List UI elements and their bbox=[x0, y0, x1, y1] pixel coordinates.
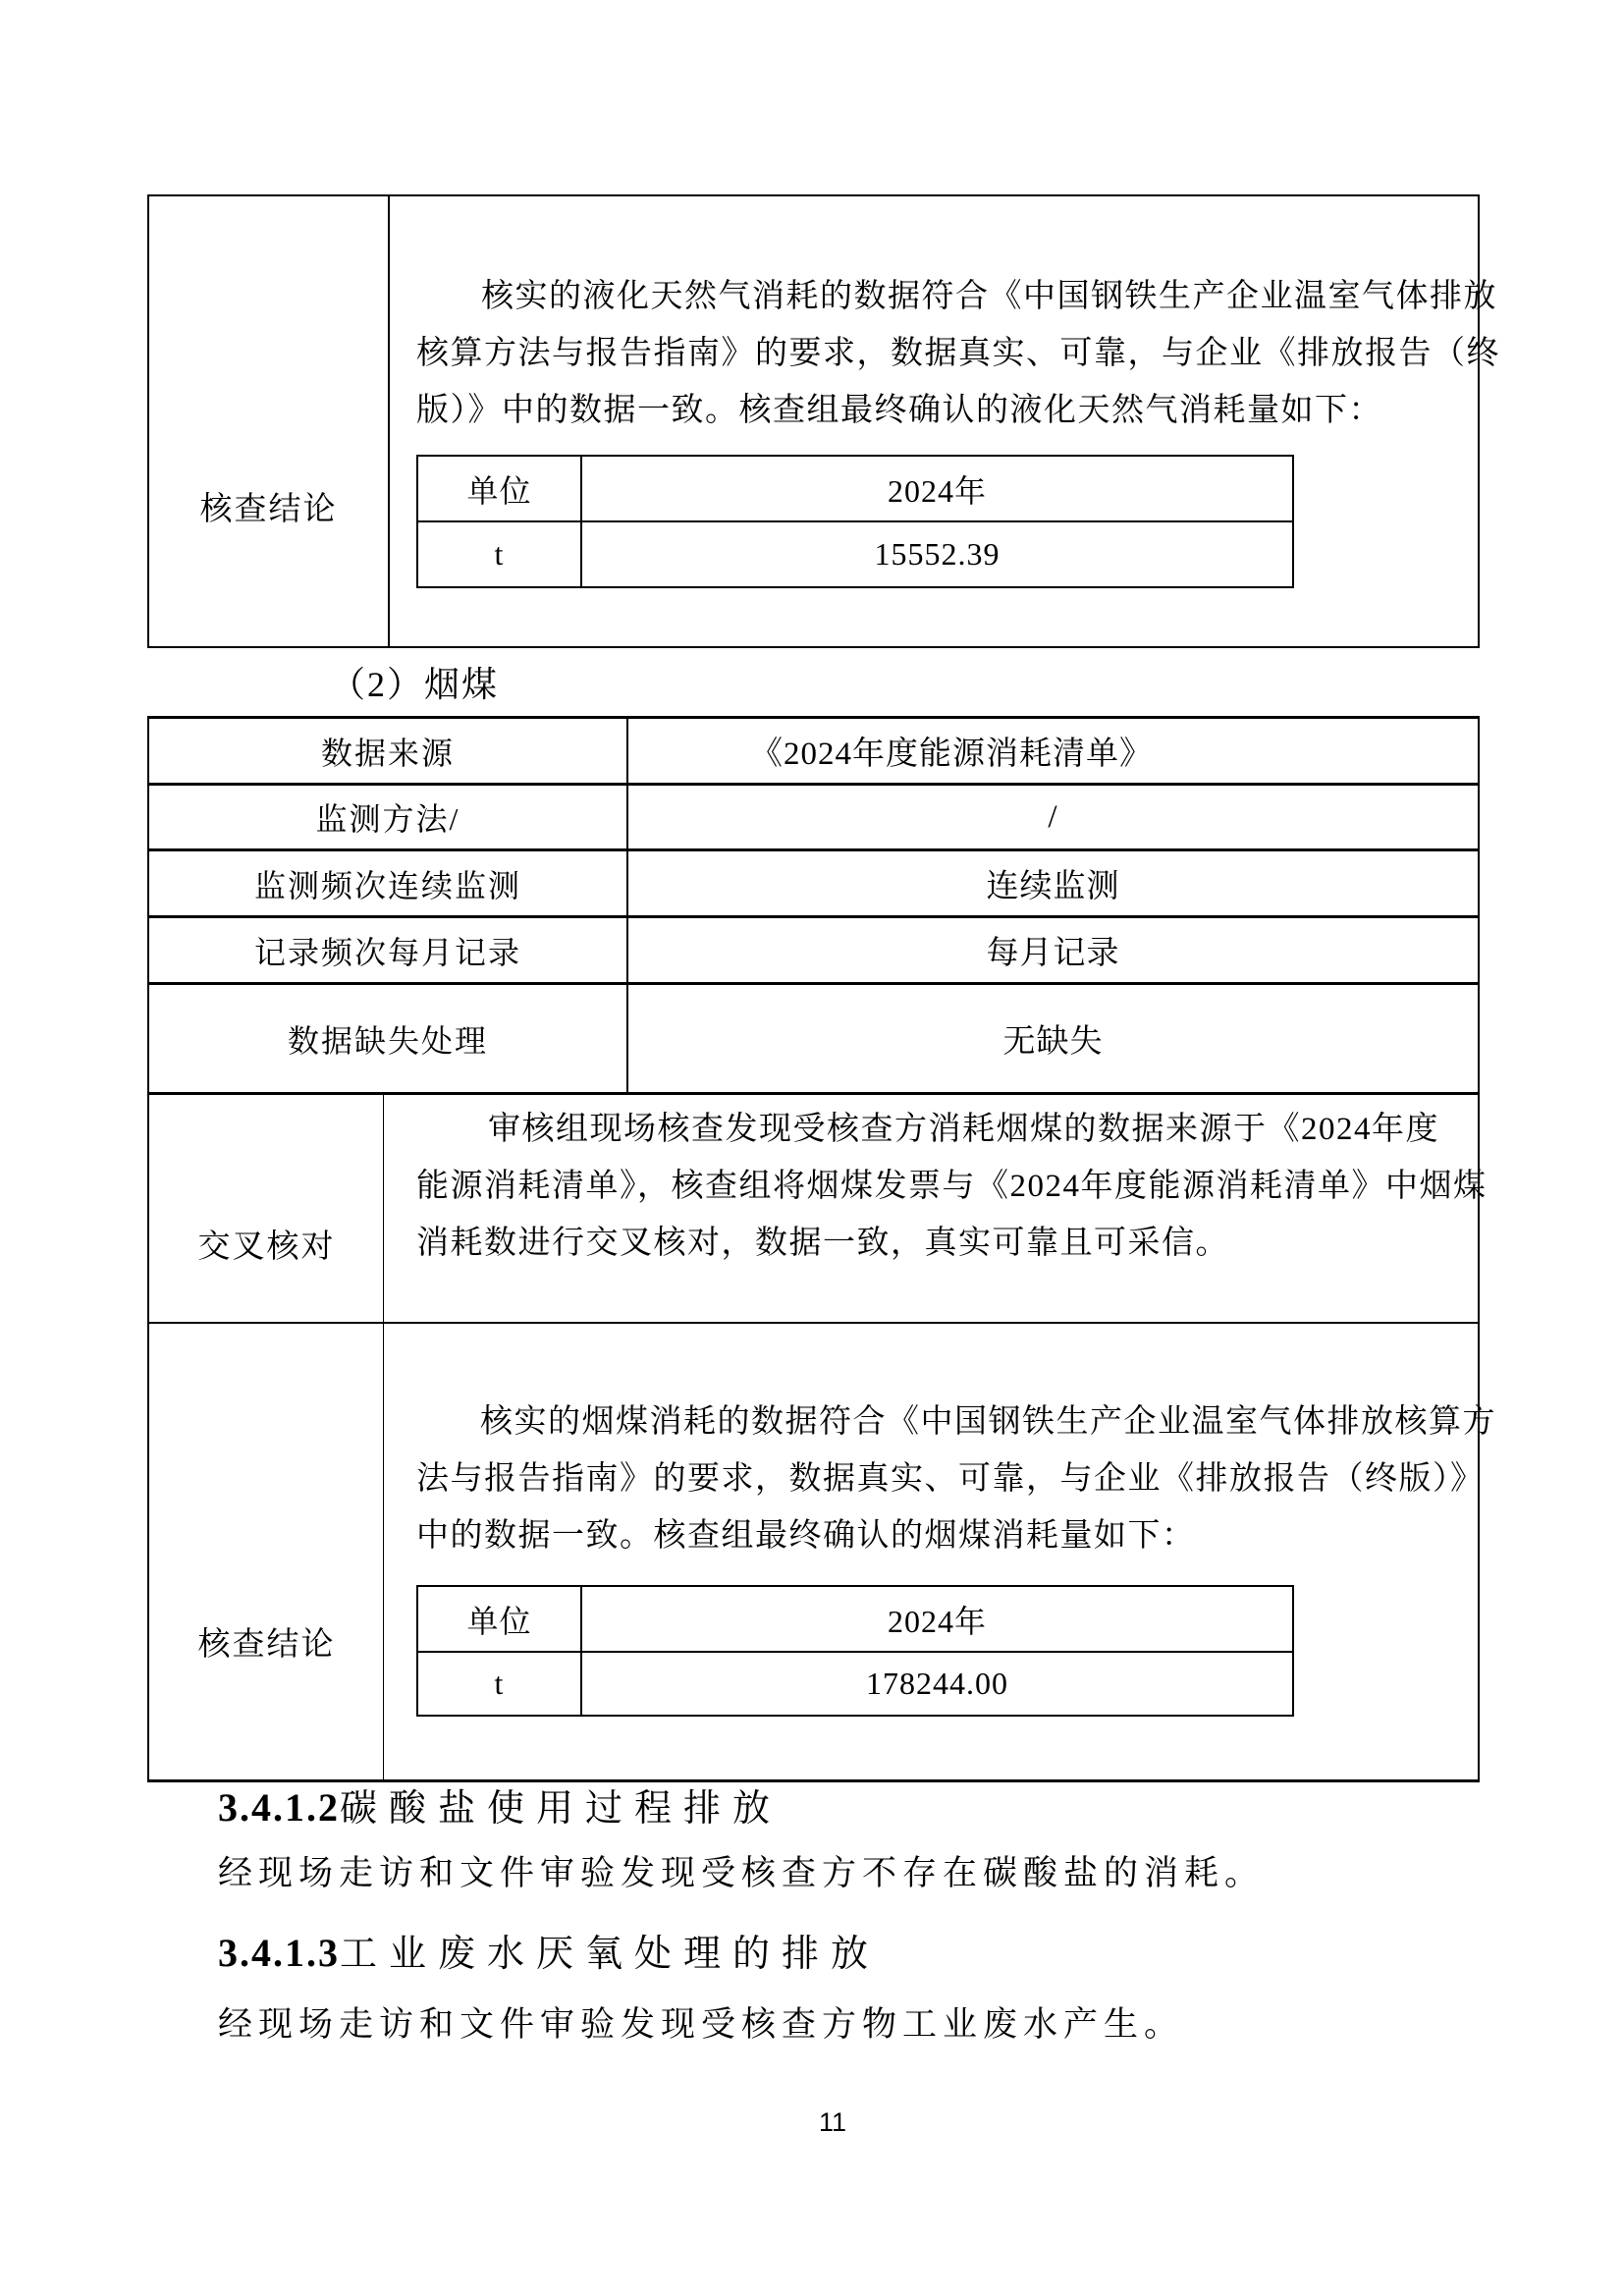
lng-consumption-table bbox=[416, 455, 1294, 588]
verification-table-lng bbox=[147, 194, 1500, 648]
page-number: 11 bbox=[818, 2107, 847, 2137]
lng-paragraph-line: 版）》中的数据一致。核查组最终确认的液化天然气消耗量如下： bbox=[416, 393, 1382, 428]
table-row bbox=[418, 522, 1292, 586]
cross-check-line: 消耗数进行交叉核对，数据一致，真实可靠且可采信。 bbox=[416, 1226, 1229, 1261]
table-row bbox=[418, 1653, 1292, 1715]
lng-paragraph-line: 核算方法与报告指南》的要求，数据真实、可靠，与企业《排放报告（终 bbox=[416, 336, 1500, 371]
missing-data-label-cell bbox=[149, 985, 628, 1092]
section-body-3412: 经现场走访和文件审验发现受核查方不存在碳酸盐的消耗。 bbox=[218, 1854, 1266, 1892]
lng-amount: 15552.39 bbox=[874, 536, 1001, 572]
lng-conclusion-label: 核查结论 bbox=[199, 492, 338, 527]
table-row bbox=[149, 851, 1478, 918]
monitor-frequency-value: 连续监测 bbox=[986, 869, 1120, 904]
monitor-method-value: / bbox=[1048, 798, 1058, 835]
record-frequency-label-cell bbox=[149, 918, 628, 982]
section-title: 碳酸盐使用过程排放 bbox=[340, 1788, 783, 1830]
missing-data-value-cell bbox=[628, 985, 1478, 1092]
coal-conclusion-label: 核查结论 bbox=[197, 1627, 336, 1663]
missing-data-label: 数据缺失处理 bbox=[287, 1022, 488, 1059]
conclusion-line: 法与报告指南》的要求，数据真实、可靠，与企业《排放报告（终版）》 bbox=[416, 1461, 1485, 1497]
coal-consumption-table bbox=[416, 1585, 1294, 1717]
section-body-3413: 经现场走访和文件审验发现受核查方物工业废水产生。 bbox=[218, 2005, 1185, 2044]
monitor-method-label: 监测方法/ bbox=[315, 801, 460, 837]
lng-label-column bbox=[149, 196, 390, 646]
data-source-value: 《2024年度能源消耗清单》 bbox=[750, 737, 1153, 772]
monitor-method-value-cell bbox=[628, 786, 1478, 848]
unit-value-cell bbox=[418, 1653, 582, 1715]
section-title: 工业废水厌氧处理的排放 bbox=[340, 1934, 881, 1975]
unit-header: 单位 bbox=[466, 1603, 532, 1639]
verification-table-coal bbox=[147, 716, 1496, 1782]
table-row bbox=[149, 918, 1478, 985]
amount-cell bbox=[582, 522, 1292, 586]
section-heading-3412 bbox=[218, 1785, 782, 1839]
data-source-label-cell bbox=[149, 719, 628, 783]
record-frequency-label: 记录频次每月记录 bbox=[253, 934, 521, 970]
conclusion-line: 中的数据一致。核查组最终确认的烟煤消耗量如下： bbox=[416, 1518, 1196, 1554]
lng-paragraph-line: 核实的液化天然气消耗的数据符合《中国钢铁生产企业温室气体排放 bbox=[481, 279, 1497, 314]
monitor-method-label-cell bbox=[149, 786, 628, 848]
section-number: 3.4.1.2 bbox=[218, 1785, 340, 1830]
cross-check-label: 交叉核对 bbox=[197, 1230, 336, 1265]
amount-cell bbox=[582, 1653, 1292, 1715]
table-row bbox=[149, 786, 1478, 851]
conclusion-label-cell bbox=[149, 1324, 384, 1780]
year-header-cell bbox=[582, 457, 1292, 520]
table-row bbox=[418, 1587, 1292, 1653]
monitor-frequency-label-cell bbox=[149, 851, 628, 915]
unit-header-cell bbox=[418, 457, 582, 520]
cross-check-label-cell bbox=[149, 1095, 384, 1322]
unit-value: t bbox=[494, 1666, 505, 1701]
data-source-value-cell bbox=[628, 719, 1478, 783]
monitor-frequency-value-cell bbox=[628, 851, 1478, 915]
coal-amount: 178244.00 bbox=[866, 1666, 1008, 1701]
unit-value: t bbox=[494, 536, 505, 572]
unit-header-cell bbox=[418, 1587, 582, 1651]
table-row bbox=[149, 985, 1478, 1095]
year-header: 2024年 bbox=[887, 1603, 987, 1639]
record-frequency-value: 每月记录 bbox=[986, 936, 1120, 971]
year-header: 2024年 bbox=[887, 472, 987, 509]
year-header-cell bbox=[582, 1587, 1292, 1651]
monitor-frequency-label: 监测频次连续监测 bbox=[253, 867, 521, 903]
record-frequency-value-cell bbox=[628, 918, 1478, 982]
section-number: 3.4.1.3 bbox=[218, 1931, 340, 1975]
section-heading-3413 bbox=[218, 1931, 880, 1985]
table-row bbox=[149, 719, 1478, 786]
cross-check-line: 审核组现场核查发现受核查方消耗烟煤的数据来源于《2024年度 bbox=[488, 1112, 1439, 1147]
missing-data-value: 无缺失 bbox=[1002, 1024, 1104, 1060]
conclusion-line: 核实的烟煤消耗的数据符合《中国钢铁生产企业温室气体排放核算方 bbox=[480, 1404, 1496, 1440]
coal-section-heading: （2）烟煤 bbox=[330, 665, 500, 704]
unit-value-cell bbox=[418, 522, 582, 586]
table-row bbox=[418, 457, 1292, 522]
unit-header: 单位 bbox=[466, 472, 532, 509]
data-source-label: 数据来源 bbox=[320, 735, 455, 771]
cross-check-line: 能源消耗清单》，核查组将烟煤发票与《2024年度能源消耗清单》中烟煤 bbox=[416, 1169, 1488, 1204]
